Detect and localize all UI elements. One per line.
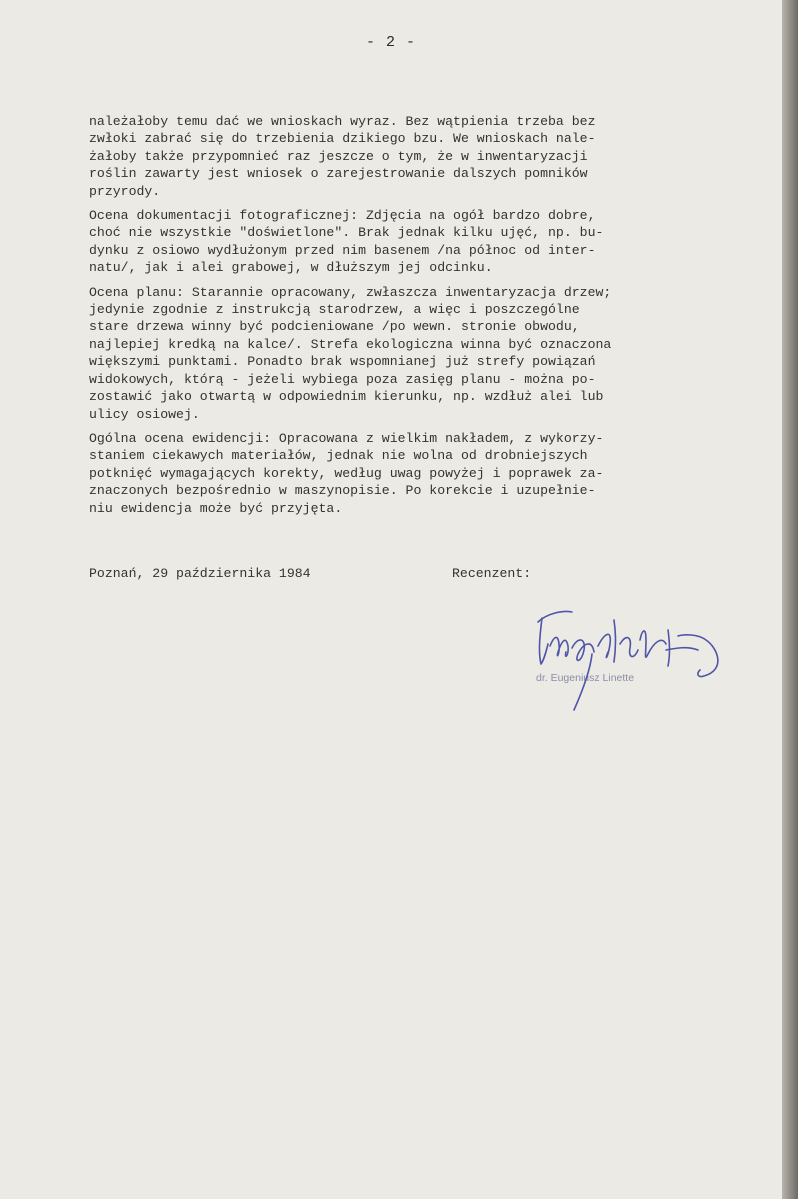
- text-line: roślin zawarty jest wniosek o zarejestrowanie dalszych pomników: [89, 166, 588, 182]
- text-line: żałoby także przypomnieć raz jeszcze o tym, że w inwentaryzacji: [89, 148, 588, 164]
- text-line: stare drzewa winny być podcieniowane /po wewn. stronie obwodu,: [89, 319, 580, 335]
- text-line: najlepiej kredką na kalce/. Strefa ekologiczna winna być oznaczona: [89, 336, 612, 352]
- text-line: znaczonych bezpośrednio w maszynopisie. Po korekcie i uzupełnie-: [89, 483, 596, 499]
- page-edge: [782, 0, 798, 1199]
- text-line: ulicy osiowej.: [89, 406, 200, 422]
- text-line: niu ewidencja może być przyjęta.: [89, 500, 343, 516]
- place-date: Poznań, 29 października 1984: [89, 566, 311, 581]
- text-line: Ocena planu: Starannie opracowany, zwłaszcza inwentaryzacja drzew;: [89, 284, 612, 300]
- page-number: - 2 -: [365, 34, 416, 51]
- text-line: przyrody.: [89, 183, 161, 199]
- text-line: Ogólna ocena ewidencji: Opracowana z wielkim nakładem, z wykorzy-: [89, 430, 604, 446]
- text-line: Ocena dokumentacji fotograficznej: Zdjęcia na ogół bardzo dobre,: [89, 208, 596, 224]
- signature-drawing: [528, 600, 748, 715]
- body-text: [89, 113, 769, 524]
- reviewer-label: Recenzent:: [452, 566, 532, 581]
- text-line: dynku z osiowo wydłużonym przed nim basenem /na północ od inter-: [89, 242, 596, 258]
- text-line: natu/, jak i alei grabowej, w dłuższym jej odcinku.: [89, 260, 493, 276]
- name-stamp: dr. Eugeniusz Linette: [536, 672, 635, 684]
- text-line: należałoby temu dać we wnioskach wyraz. Bez wątpienia trzeba bez: [89, 114, 596, 129]
- text-line: potknięć wymagających korekty, według uwag powyżej i poprawek za-: [89, 465, 604, 481]
- paragraph: [89, 113, 769, 200]
- text-line: staniem ciekawych materiałów, jednak nie wolna od drobniejszych: [89, 448, 588, 464]
- text-line: zwłoki zabrać się do trzebienia dzikiego bzu. We wnioskach nale-: [89, 131, 596, 147]
- paragraph: [89, 430, 769, 517]
- paragraph: [89, 284, 769, 423]
- text-line: większymi punktami. Ponadto brak wspomnianej już strefy powiązań: [89, 354, 596, 370]
- paragraph: [89, 207, 769, 277]
- text-line: jedynie zgodnie z instrukcją starodrzew, a więc i poszczególne: [89, 302, 580, 318]
- text-line: widokowych, którą - jeżeli wybiega poza zasięg planu - można po-: [89, 371, 596, 387]
- text-line: zostawić jako otwartą w odpowiednim kierunku, np. wzdłuż alei lub: [89, 389, 604, 405]
- text-line: choć nie wszystkie "doświetlone". Brak jednak kilku ujęć, np. bu-: [89, 225, 604, 241]
- signature: [528, 600, 748, 715]
